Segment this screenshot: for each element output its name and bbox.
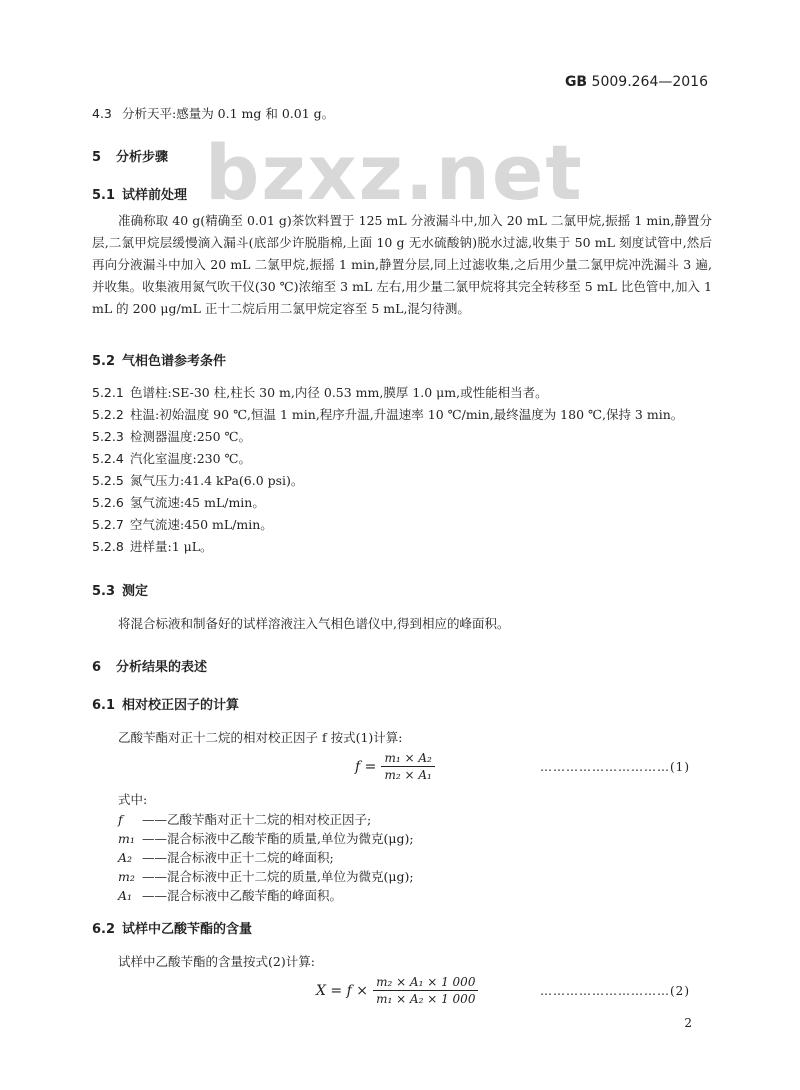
formula-2-numerator: m₂ × A₁ × 1 000 (373, 974, 478, 991)
section-5-heading: 5 分析步骤 (92, 150, 169, 165)
legend-item: f ——乙酸苄酯对正十二烷的相对校正因子; (118, 812, 372, 827)
section-5-3-heading: 5.3 测定 (92, 584, 149, 599)
formula-1-fraction (381, 750, 434, 783)
where-label: 式中: (118, 792, 148, 807)
section-5-2-heading: 5.2 气相色谱参考条件 (92, 354, 227, 369)
formula-1-number: …………………………(1) (540, 760, 690, 774)
formula-1-numerator: m₁ × A₂ (381, 750, 434, 767)
formula-2-number: …………………………(2) (540, 984, 690, 998)
condition-item: 5.2.7 空气流速:450 mL/min。 (92, 517, 273, 532)
condition-item: 5.2.8 进样量:1 μL。 (92, 539, 213, 554)
standard-prefix: GB (564, 74, 588, 90)
condition-item: 5.2.1 色谱柱:SE-30 柱,柱长 30 m,内径 0.53 mm,膜厚 1.0 μm,或性能相当者。 (92, 385, 548, 400)
condition-item: 5.2.5 氮气压力:41.4 kPa(6.0 psi)。 (92, 473, 304, 488)
section-6-2-heading: 6.2 试样中乙酸苄酯的含量 (92, 922, 253, 937)
section-6-1-paragraph: 乙酸苄酯对正十二烷的相对校正因子 f 按式(1)计算: (118, 730, 403, 745)
formula-1-legend (118, 810, 414, 905)
legend-item: A₁ ——混合标液中乙酸苄酯的峰面积。 (118, 888, 343, 903)
formula-2-lhs: X = f × (316, 983, 368, 999)
page-number: 2 (684, 1016, 692, 1030)
section-5-1-heading: 5.1 试样前处理 (92, 188, 188, 203)
standard-code-header (565, 74, 708, 90)
condition-item: 5.2.3 检测器温度:250 ℃。 (92, 429, 252, 444)
legend-item: m₁ ——混合标液中乙酸苄酯的质量,单位为微克(μg); (118, 831, 414, 846)
legend-item: A₂ ——混合标液中正十二烷的峰面积; (118, 850, 334, 865)
formula-2-fraction (373, 974, 478, 1007)
section-6-2-paragraph: 试样中乙酸苄酯的含量按式(2)计算: (118, 954, 315, 969)
gc-conditions-list (92, 382, 712, 558)
formula-1 (355, 750, 435, 783)
standard-number: 5009.264—2016 (587, 74, 708, 90)
section-4-3: 4.3 分析天平:感量为 0.1 mg 和 0.01 g。 (92, 106, 335, 121)
condition-item: 5.2.6 氢气流速:45 mL/min。 (92, 495, 265, 510)
condition-item: 5.2.2 柱温:初始温度 90 ℃,恒温 1 min,程序升温,升温速率 10 ℃/min,最终温度为 180 ℃,保持 3 min。 (92, 407, 684, 422)
formula-1-denominator: m₂ × A₁ (384, 768, 432, 782)
watermark: bzxz.net (205, 128, 584, 217)
condition-item: 5.2.4 汽化室温度:230 ℃。 (92, 451, 252, 466)
formula-1-lhs: f = (355, 759, 377, 775)
section-5-1-paragraph: 准确称取 40 g(精确至 0.01 g)茶饮料置于 125 mL 分液漏斗中,加入 20 mL 二氯甲烷,振摇 1 min,静置分层,二氯甲烷层缓慢滴入漏斗(底部少许脱脂棉,上面 10 g 无水硫酸钠)脱水过滤,收集于 50 mL 刻度试管中,然后再向分液漏斗中加入 20 mL 二氯甲烷,振摇 1 min,静置分层,同上过滤收集,之后用少量二氯甲烷冲洗漏斗 3 遍,并收集。收集液用氮气吹干仪(30 ℃)浓缩至 3 mL 左右,用少量二氯甲烷将其完全转移至 5 mL 比色管中,加入 1 mL 的 200 μg/mL 正十二烷后用二氯甲烷定容至 5 mL,混匀待测。 (92, 213, 712, 316)
formula-2 (316, 974, 478, 1007)
section-6-heading: 6 分析结果的表述 (92, 660, 208, 675)
legend-item: m₂ ——混合标液中正十二烷的质量,单位为微克(μg); (118, 869, 414, 884)
formula-2-denominator: m₁ × A₂ × 1 000 (376, 992, 476, 1006)
section-5-3-paragraph: 将混合标液和制备好的试样溶液注入气相色谱仪中,得到相应的峰面积。 (118, 616, 510, 631)
section-6-1-heading: 6.1 相对校正因子的计算 (92, 698, 240, 713)
